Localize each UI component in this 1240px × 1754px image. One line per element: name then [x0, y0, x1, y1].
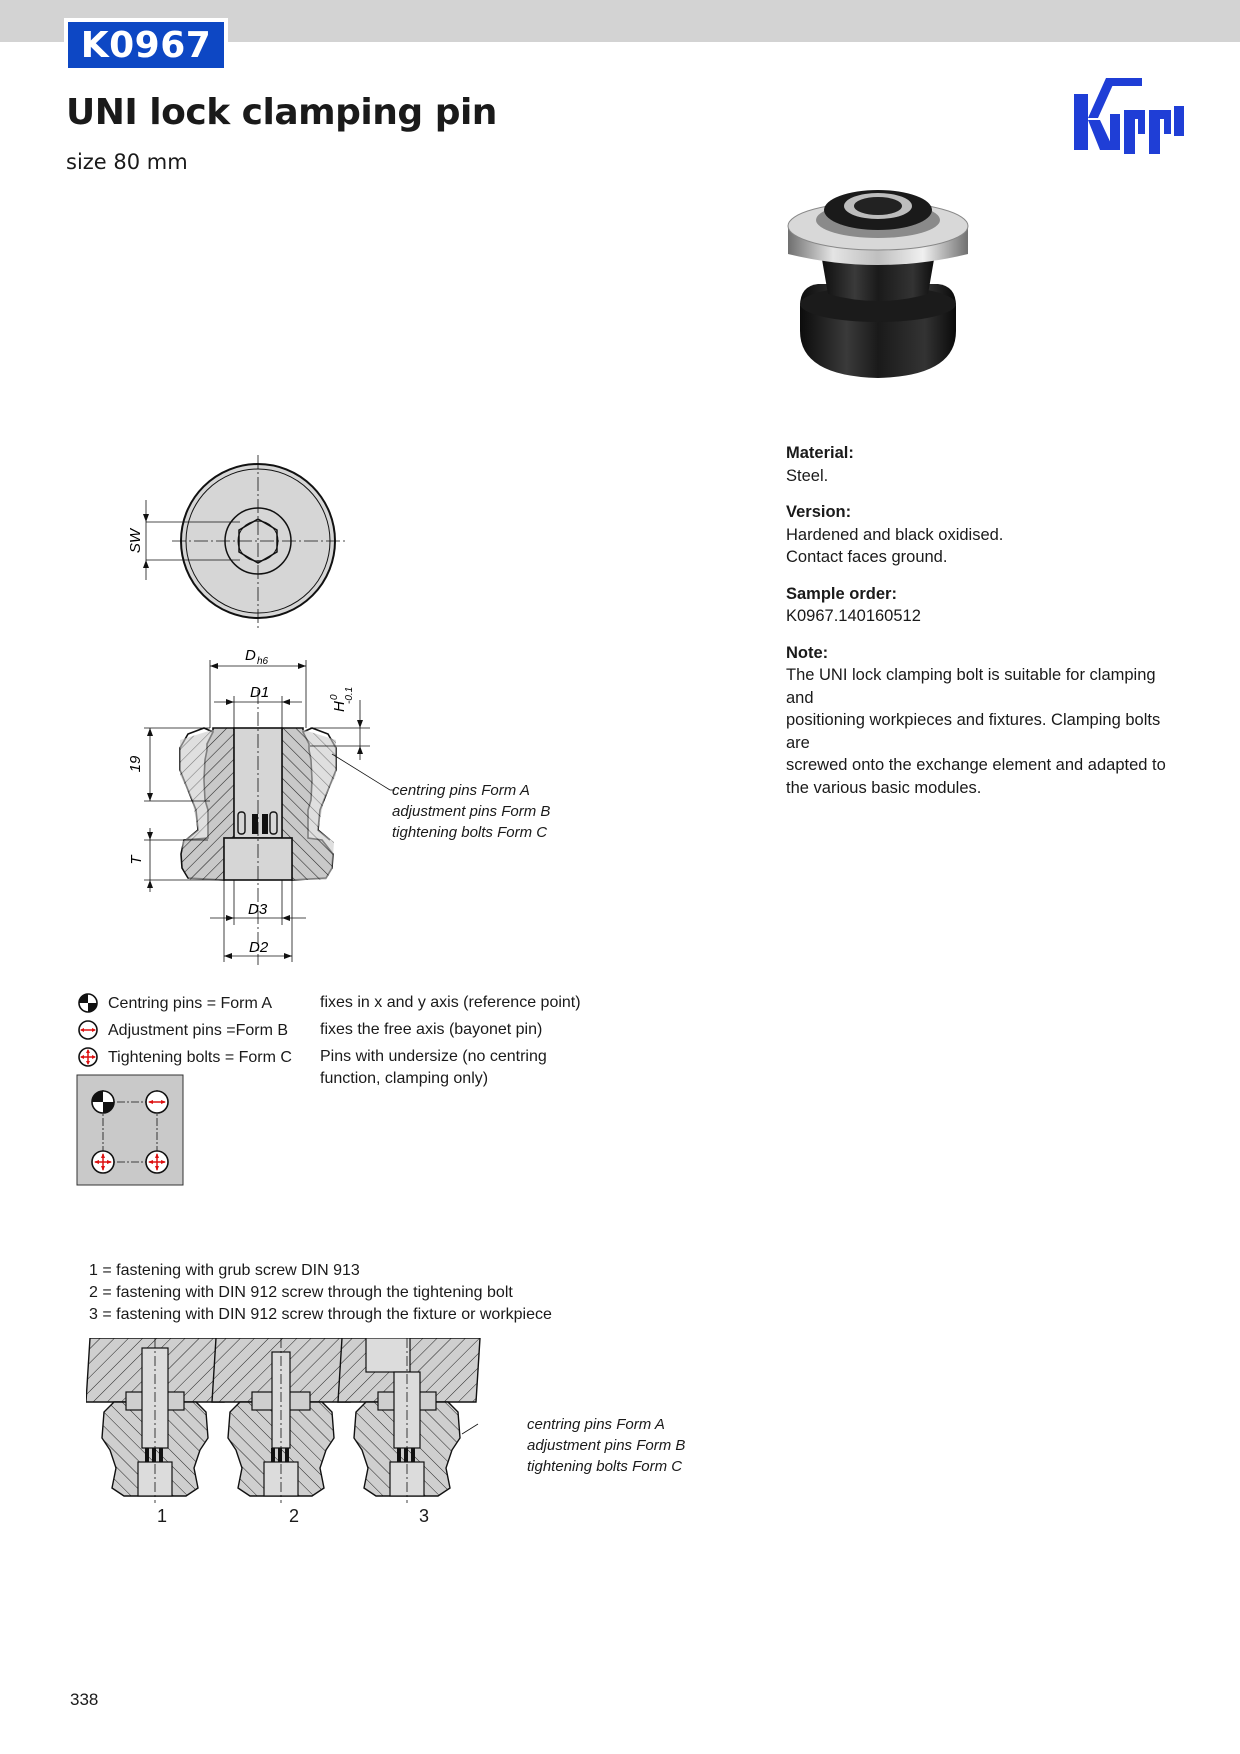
dim-t-label: T: [128, 855, 145, 865]
spec-value: screwed onto the exchange element and adapted to: [786, 756, 1166, 774]
product-photo: [778, 186, 978, 406]
spec-value: Steel.: [786, 466, 829, 485]
note-line: adjustment pins Form B: [392, 803, 551, 820]
spec-version: [786, 501, 1186, 569]
spec-material: [786, 442, 1186, 487]
dim-sw-label: SW: [127, 528, 144, 554]
dim-d2-label: D2: [249, 939, 269, 956]
variant-number-1: 1: [157, 1506, 168, 1526]
variant-number-3: 3: [419, 1506, 430, 1526]
page-subtitle: size 80 mm: [66, 150, 188, 174]
fastening-note: [527, 1414, 685, 1477]
fastening-item: 2 = fastening with DIN 912 screw through the tightening bolt: [89, 1284, 513, 1301]
note-line: tightening bolts Form C: [392, 824, 548, 841]
dim-d1-label: D1: [250, 684, 270, 701]
dim-19-label: 19: [127, 755, 144, 773]
fastening-item: 1 = fastening with grub screw DIN 913: [89, 1262, 360, 1279]
dim-d-label: D: [245, 647, 256, 664]
spec-label: Material:: [786, 444, 854, 462]
spec-note: [786, 642, 1186, 800]
adjustment-pin-icon: [146, 1091, 168, 1113]
fastening-variant-3: [338, 1338, 480, 1503]
product-code-badge: K0967: [64, 18, 228, 72]
note-line: adjustment pins Form B: [527, 1437, 686, 1454]
legend-desc: fixes the free axis (bayonet pin): [320, 1021, 543, 1038]
specifications: [786, 442, 1186, 813]
legend-desc: fixes in x and y axis (reference point): [320, 994, 581, 1011]
spec-label: Note:: [786, 643, 829, 662]
dim-h-tol-bottom: -0.1: [344, 686, 355, 704]
technical-drawing: [120, 450, 560, 970]
variant-number-2: 2: [289, 1506, 300, 1526]
section-view: [127, 647, 395, 965]
page-number: 338: [70, 1690, 99, 1709]
tightening-bolt-icon: [146, 1151, 168, 1173]
spec-value: positioning workpieces and fixtures. Clamping bolts are: [786, 711, 1161, 752]
legend-name: Tightening bolts = Form C: [108, 1049, 292, 1066]
note-line: centring pins Form A: [392, 782, 530, 799]
pin-layout-plate: [76, 1074, 186, 1188]
dim-h-tol-top: 0: [329, 694, 340, 700]
fastening-list: [89, 1260, 552, 1326]
spec-value: The UNI lock clamping bolt is suitable for clamping and: [786, 666, 1156, 707]
adjustment-pin-icon: [76, 1018, 100, 1042]
tightening-bolt-icon: [76, 1045, 100, 1069]
fastening-item: 3 = fastening with DIN 912 screw through the fixture or workpiece: [89, 1306, 552, 1323]
legend-desc: Pins with undersize (no centring function, clamping only): [320, 1048, 547, 1087]
spec-value: the various basic modules.: [786, 778, 982, 797]
spec-label: Version:: [786, 503, 852, 521]
fastening-variant-1: [86, 1338, 228, 1503]
fastening-variant-2: [212, 1338, 354, 1503]
dim-h-label: H: [331, 701, 348, 712]
dim-d3-label: D3: [248, 901, 268, 918]
section-view-note: [392, 780, 550, 843]
note-line: tightening bolts Form C: [527, 1458, 683, 1475]
spec-value: Hardened and black oxidised.: [786, 525, 1004, 544]
kipp-logo: [1070, 74, 1186, 160]
centring-pin-icon: [76, 991, 100, 1015]
top-view: [127, 455, 345, 628]
spec-value: K0967.140160512: [786, 607, 921, 625]
note-line: centring pins Form A: [527, 1416, 665, 1433]
page-title: UNI lock clamping pin: [66, 92, 497, 133]
spec-sample-order: [786, 583, 1186, 628]
legend-name: Adjustment pins =Form B: [108, 1022, 289, 1039]
legend-row: [76, 990, 610, 1017]
centring-pin-icon: [92, 1091, 114, 1113]
spec-label: Sample order:: [786, 584, 897, 603]
tightening-bolt-icon: [92, 1151, 114, 1173]
spec-value: Contact faces ground.: [786, 548, 948, 566]
fastening-drawing: [86, 1338, 526, 1508]
dim-d-tolerance: h6: [257, 656, 269, 667]
legend-row: [76, 1017, 610, 1044]
legend-name: Centring pins = Form A: [108, 995, 273, 1012]
